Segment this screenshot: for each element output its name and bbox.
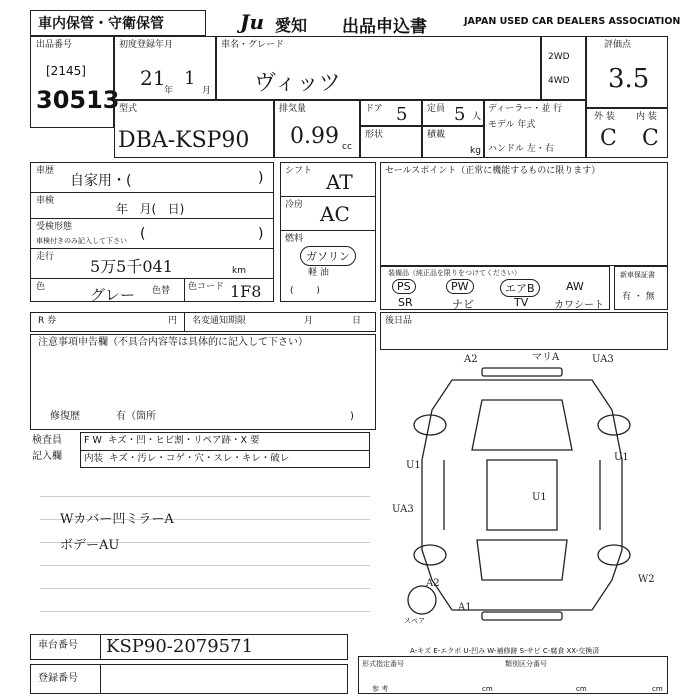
mark-u1-right: U1 bbox=[614, 452, 629, 463]
score-label: 評価点 bbox=[604, 40, 632, 50]
spare-tire bbox=[408, 586, 436, 614]
displacement: 0.99 bbox=[290, 124, 339, 149]
chassis-label: 車台番号 bbox=[38, 640, 78, 651]
shift-value: AT bbox=[326, 170, 353, 194]
color-change-label: 色替 bbox=[152, 286, 171, 296]
disp-unit: cc bbox=[342, 142, 352, 152]
mark-ua3-top: UA3 bbox=[592, 354, 614, 365]
ref-label: 参 考 bbox=[372, 685, 389, 693]
receipt-label: 受検形態 bbox=[36, 222, 73, 232]
dealer-label: ディーラー・並 行 bbox=[488, 104, 563, 114]
receipt-note: 車検付きのみ記入して下さい bbox=[36, 237, 127, 245]
seats-unit: 人 bbox=[472, 112, 482, 122]
score: 3.5 bbox=[608, 64, 650, 94]
mark-a2-top: A2 bbox=[464, 354, 478, 365]
receipt-value: ( bbox=[140, 226, 146, 242]
seats-label: 定員 bbox=[427, 104, 446, 114]
shift-label: シフト bbox=[285, 166, 313, 176]
color-code-value: 1F8 bbox=[230, 282, 262, 301]
memo-2: ボデーAU bbox=[60, 538, 120, 553]
history-label: 車歴 bbox=[36, 166, 55, 176]
rear-window bbox=[477, 540, 567, 580]
drive-4wd: 4WD bbox=[548, 76, 570, 86]
fw-line: F W キズ・凹・ヒビ割・リペア跡・X 要 bbox=[84, 435, 260, 446]
color-divider bbox=[184, 278, 185, 302]
storage-label: 車内保管・守衛保管 bbox=[38, 16, 164, 32]
history-value: 自家用・( bbox=[70, 173, 132, 189]
equip-navi: ナビ bbox=[452, 298, 474, 311]
color-value: グレー bbox=[90, 286, 136, 304]
notes-box bbox=[30, 334, 376, 430]
spare-label: スペア bbox=[404, 617, 425, 625]
unit-cm-1: cm bbox=[482, 685, 493, 693]
repair-close: ) bbox=[350, 411, 354, 422]
history-close: ) bbox=[258, 170, 264, 186]
seats: 5 bbox=[454, 104, 466, 125]
fuel-other: ( ) bbox=[290, 286, 320, 296]
chassis-value: KSP90-2079571 bbox=[106, 636, 254, 657]
year-unit: 年 bbox=[164, 86, 174, 96]
line-3 bbox=[30, 248, 274, 249]
line-1 bbox=[30, 192, 274, 193]
mark-a2-bottom: A2 bbox=[426, 578, 440, 589]
chassis-divider bbox=[100, 634, 101, 660]
equip-pw: PW bbox=[446, 279, 474, 294]
repair-value: 有（箇所 bbox=[116, 411, 156, 422]
form-title: 出品申込書 bbox=[342, 17, 427, 37]
reminder-month: 月 bbox=[304, 316, 314, 326]
load-label: 積載 bbox=[427, 130, 446, 140]
color-label: 色 bbox=[36, 282, 46, 292]
sales-point-box bbox=[380, 162, 668, 266]
model-year-label: モデル 年式 bbox=[488, 120, 536, 130]
front-bumper bbox=[482, 368, 562, 376]
lot-number: 30513 bbox=[36, 86, 120, 114]
drive-box bbox=[541, 36, 586, 100]
details-box bbox=[30, 162, 274, 302]
r-label: R 券 bbox=[38, 316, 57, 326]
equipment-label: 装備品（純正品を限りをつけてください） bbox=[388, 269, 521, 277]
fuel-value: ガソリン bbox=[300, 246, 356, 266]
backseat-label: 後日品 bbox=[385, 316, 413, 326]
backseat-box bbox=[380, 312, 668, 350]
mileage-value: 5万5千041 bbox=[90, 257, 173, 276]
reminder-label: 名変通知期限 bbox=[192, 316, 247, 326]
inspection-value: 年 月( 日) bbox=[116, 202, 185, 216]
mark-ua3-left: UA3 bbox=[392, 504, 414, 515]
receipt-close: ) bbox=[258, 226, 264, 242]
ac-label: 冷房 bbox=[285, 200, 304, 210]
wheel-rear-left bbox=[414, 545, 446, 565]
unit-cm-3: cm bbox=[652, 685, 663, 693]
repair-label: 修復歴 bbox=[50, 411, 80, 422]
r-yen: 円 bbox=[168, 316, 178, 326]
class-label: 類別区分番号 bbox=[505, 660, 547, 668]
fuel-label: 燃料 bbox=[285, 234, 304, 244]
equip-airbag: エアB bbox=[500, 279, 540, 297]
mileage-unit: km bbox=[232, 266, 246, 276]
inspector-label-1: 検査員 bbox=[32, 435, 62, 446]
wheel-rear-right bbox=[598, 545, 630, 565]
ext-label: 外 装 bbox=[594, 112, 615, 122]
ju-logo: Ju bbox=[240, 10, 265, 34]
int-label: 内 装 bbox=[636, 112, 657, 122]
equip-aw: AW bbox=[566, 280, 584, 293]
equip-sr: SR bbox=[398, 296, 413, 309]
org-name: 愛知 bbox=[275, 16, 308, 35]
mark-u1-left: U1 bbox=[406, 460, 421, 471]
car-name-label: 車名・グレード bbox=[221, 40, 285, 50]
lot-sub: [2145] bbox=[46, 64, 86, 78]
shape-label: 形状 bbox=[365, 130, 384, 140]
reminder-day: 日 bbox=[352, 316, 362, 326]
line-2 bbox=[30, 218, 274, 219]
fuel-diesel: 軽 油 bbox=[308, 268, 329, 278]
plate-divider bbox=[100, 664, 101, 694]
doors: 5 bbox=[396, 104, 408, 125]
notes-title: 注意事項申告欄（不具合内容等は具体的に記入して下さい） bbox=[38, 337, 308, 348]
line-4 bbox=[30, 278, 274, 279]
warranty-options: 有 ・ 無 bbox=[622, 292, 655, 302]
reg-month: 1 bbox=[184, 68, 196, 89]
inspection-label: 車検 bbox=[36, 196, 55, 206]
line-s2 bbox=[280, 230, 376, 231]
warranty-label: 新車保証書 bbox=[620, 271, 655, 279]
windshield bbox=[472, 400, 572, 450]
diagram-legend: A-キズ E-エクボ U-凹み W-補修跡 S-サビ C-腐食 XX-交換済 bbox=[410, 647, 600, 655]
rear-bumper bbox=[482, 612, 562, 620]
rtax-divider bbox=[184, 312, 185, 332]
doors-label: ドア bbox=[365, 104, 383, 114]
handle-label: ハンドル 左・右 bbox=[488, 144, 554, 154]
ac-value: AC bbox=[320, 202, 350, 226]
inspector-label-2: 記入欄 bbox=[32, 451, 62, 462]
plate-label: 登録番号 bbox=[38, 673, 78, 684]
equip-leather: カワシート bbox=[554, 300, 604, 311]
ext-grade: C bbox=[600, 126, 617, 151]
mileage-label: 走行 bbox=[36, 252, 55, 262]
assoc-en: JAPAN USED CAR DEALERS ASSOCIATION bbox=[464, 16, 681, 27]
disp-label: 排気量 bbox=[279, 104, 307, 114]
mark-mirror: マリA bbox=[532, 352, 560, 363]
reg-date-label: 初度登録年月 bbox=[119, 40, 174, 50]
int-grade: C bbox=[642, 126, 659, 151]
inspector-mid bbox=[80, 450, 370, 451]
load-unit: kg bbox=[470, 146, 481, 156]
car-diagram bbox=[382, 350, 672, 640]
reg-year: 21 bbox=[140, 66, 166, 90]
month-unit: 月 bbox=[202, 86, 212, 96]
int-line: 内装 キズ・汚レ・コゲ・穴・スレ・キレ・破レ bbox=[84, 453, 290, 464]
model-code: DBA-KSP90 bbox=[118, 128, 250, 153]
equip-ps: PS bbox=[392, 279, 416, 294]
car-name: ヴィッツ bbox=[254, 71, 341, 96]
unit-cm-2: cm bbox=[576, 685, 587, 693]
mark-a1-bottom: A1 bbox=[458, 602, 472, 613]
equip-tv: TV bbox=[514, 296, 529, 309]
memo-1: Wカバー凹ミラーA bbox=[60, 512, 174, 527]
sales-point-label: セールスポイント（正常に機能するものに限ります） bbox=[385, 166, 601, 176]
mark-w2: W2 bbox=[638, 574, 655, 585]
type-label: 形式指定番号 bbox=[362, 660, 404, 668]
drive-2wd: 2WD bbox=[548, 52, 570, 62]
model-label: 型式 bbox=[119, 104, 138, 114]
lot-label: 出品番号 bbox=[36, 40, 73, 50]
mark-u1-roof: U1 bbox=[532, 492, 547, 503]
color-code-label: 色コード bbox=[188, 282, 225, 292]
line-s1 bbox=[280, 196, 376, 197]
car-body-outline bbox=[422, 380, 622, 610]
